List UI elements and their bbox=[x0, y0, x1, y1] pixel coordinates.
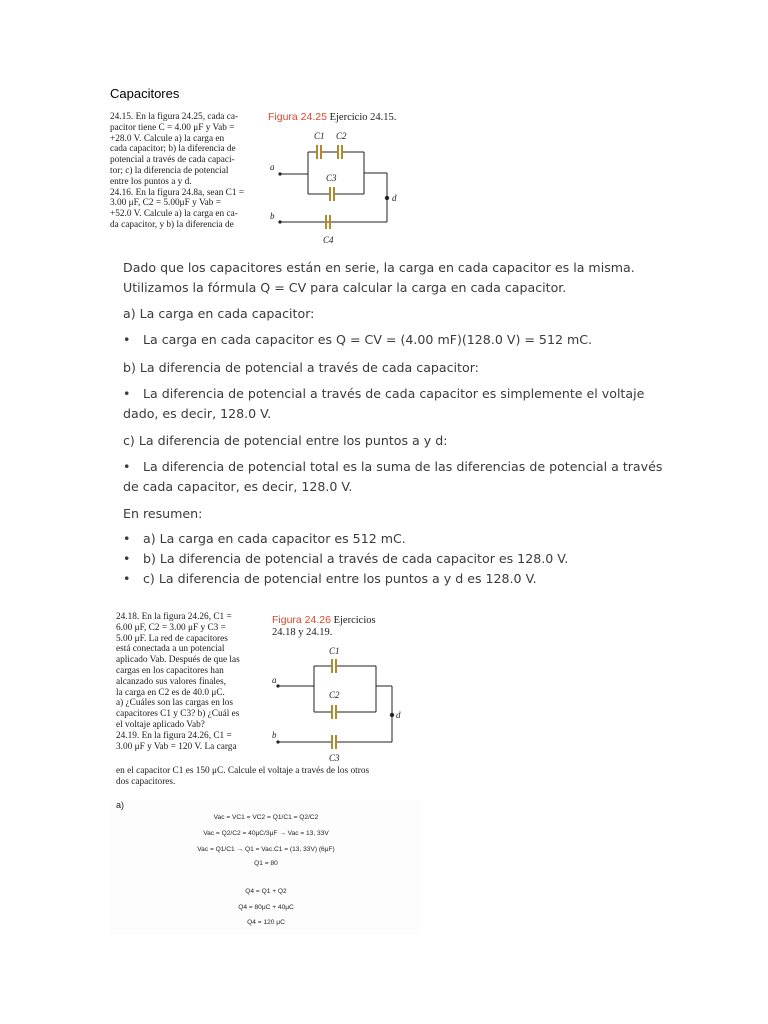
problem-line: alcanzado sus valores finales, bbox=[116, 676, 226, 687]
circuit-figure-24-25 bbox=[262, 126, 412, 250]
intro-line: Dado que los capacitores están en serie, la carga en cada capacitor es la misma. bbox=[123, 260, 635, 275]
figure-caption-text: Ejercicio 24.15. bbox=[329, 112, 397, 123]
circuit-figure-24-26 bbox=[264, 642, 414, 770]
node-a bbox=[276, 684, 279, 687]
problem-line: 3.00 μF y Vab = 120 V. La carga bbox=[116, 741, 237, 752]
label-d: d bbox=[392, 193, 397, 203]
node-b bbox=[276, 740, 279, 743]
figure-caption-text: 24.18 y 24.19. bbox=[272, 627, 333, 638]
figure-number: Figura 24.25 bbox=[268, 111, 327, 123]
node-a bbox=[278, 172, 281, 175]
equation-line: Vac = Q1/C1 → Q1 = Vac.C1 = (13, 33V) (6μF) bbox=[197, 846, 335, 853]
section-b-heading: b) La diferencia de potencial a través de cada capacitor: bbox=[123, 360, 479, 375]
problem-line: 24.15. En la figura 24.25, cada ca- bbox=[110, 112, 239, 122]
bullet-text: La carga en cada capacitor es Q = CV = (4.00 mF)(128.0 V) = 512 mC. bbox=[143, 332, 593, 347]
problem-line: aplicado Vab. Después de que las bbox=[116, 655, 240, 666]
figure-caption-text: Ejercicios bbox=[333, 615, 376, 626]
node-d bbox=[390, 713, 394, 717]
section-c-bullet bbox=[123, 457, 663, 497]
problem-line: está conectada a un potencial bbox=[116, 644, 225, 655]
bullet-text: La diferencia de potencial a través de cada capacitor es simplemente el voltaje bbox=[143, 386, 645, 401]
bullet-dot: • bbox=[123, 332, 131, 347]
summary-item bbox=[123, 569, 663, 589]
problem-line: 3.00 μF, C2 = 5.00μF y Vab = bbox=[110, 198, 221, 209]
label-c1: C1 bbox=[314, 131, 325, 141]
section-a-heading: a) La carga en cada capacitor: bbox=[123, 306, 315, 321]
figure-caption-24-26 bbox=[272, 614, 412, 639]
problem-line: 5.00 μF. La red de capacitores bbox=[116, 633, 228, 644]
explanation-block bbox=[123, 258, 663, 298]
problem-line: dos capacitores. bbox=[116, 776, 176, 787]
problem-line: da capacitor, y b) la diferencia de bbox=[110, 219, 234, 230]
problem-line: tor; c) la diferencia de potencial bbox=[110, 165, 229, 176]
problem-line: entre los puntos a y d. bbox=[110, 176, 192, 187]
section-a-bullet bbox=[123, 330, 663, 350]
problem-line: cargas en los capacitores han bbox=[116, 665, 224, 676]
problem-line: capacitores C1 y C3? b) ¿Cuál es bbox=[116, 709, 240, 720]
label-c3: C3 bbox=[326, 173, 337, 183]
label-c4: C4 bbox=[323, 235, 334, 245]
problem-line: en el capacitor C1 es 150 μC. Calcule el voltaje a través de los otros bbox=[116, 766, 370, 776]
label-c2: C2 bbox=[336, 131, 347, 141]
label-a: a bbox=[272, 675, 277, 685]
node-d bbox=[385, 196, 389, 200]
label-a: a bbox=[270, 162, 275, 172]
bullet-dot: • bbox=[123, 386, 131, 401]
summary-item bbox=[123, 549, 663, 569]
problem-line: 24.19. En la figura 24.26, C1 = bbox=[116, 730, 232, 741]
bullet-dot: • bbox=[123, 571, 131, 586]
problem-line: a) ¿Cuáles son las cargas en los bbox=[116, 698, 234, 709]
summary-item-text: c) La diferencia de potencial entre los puntos a y d es 128.0 V. bbox=[143, 571, 537, 586]
equation-line: Q4 = Q1 + Q2 bbox=[245, 888, 287, 895]
node-b bbox=[278, 220, 281, 223]
problem-line: 24.16. En la figura 24.8a, sean C1 = bbox=[110, 187, 245, 198]
summary-item bbox=[123, 529, 663, 549]
problem-line: 24.18. En la figura 24.26, C1 = bbox=[116, 612, 232, 622]
section-c-heading: c) La diferencia de potencial entre los puntos a y d: bbox=[123, 433, 448, 448]
equation-line: Vac = Q2/C2 = 40μC/3μF → Vac = 13, 33V bbox=[203, 830, 329, 837]
problem-line: potencial a través de cada capaci- bbox=[110, 155, 235, 166]
problem-line: el voltaje aplicado Vab? bbox=[116, 719, 205, 730]
problem-line: la carga en C2 es de 40.0 μC. bbox=[116, 687, 225, 698]
label-b: b bbox=[270, 211, 275, 221]
bullet-dot: • bbox=[123, 531, 131, 546]
label-d: d bbox=[396, 710, 401, 720]
equations-block bbox=[110, 800, 422, 935]
summary-item-text: a) La carga en cada capacitor es 512 mC. bbox=[143, 531, 406, 546]
intro-line: Utilizamos la fórmula Q = CV para calcular la carga en cada capacitor. bbox=[123, 280, 567, 295]
label-b: b bbox=[272, 730, 277, 740]
figure-number: Figura 24.26 bbox=[272, 614, 331, 626]
problem-line: 6.00 μF, C2 = 3.00 μF y C3 = bbox=[116, 622, 226, 633]
problem-line: pacitor tiene C = 4.00 μF y Vab = bbox=[110, 122, 235, 133]
equation-line: Q4 = 80μC + 40μC bbox=[238, 904, 294, 911]
equation-line: Q1 = 80 bbox=[254, 860, 278, 867]
summary-item-text: b) La diferencia de potencial a través de cada capacitor es 128.0 V. bbox=[143, 551, 569, 566]
equation-line: Vac = VC1 = VC2 = Q1/C1 = Q2/C2 bbox=[213, 814, 319, 821]
bullet-text-cont: dado, es decir, 128.0 V. bbox=[123, 406, 272, 421]
bullet-text-cont: de cada capacitor, es decir, 128.0 V. bbox=[123, 479, 353, 494]
summary-heading: En resumen: bbox=[123, 506, 203, 521]
bullet-dot: • bbox=[123, 551, 131, 566]
bullet-dot: • bbox=[123, 459, 131, 474]
problem-text-24-18 bbox=[116, 612, 259, 752]
bullet-text: La diferencia de potencial total es la suma de las diferencias de potencial a través bbox=[143, 459, 663, 474]
label-c2: C2 bbox=[329, 690, 340, 700]
problem-line: +52.0 V. Calcule a) la carga en ca- bbox=[110, 209, 238, 220]
problem-text-24-15 bbox=[110, 112, 258, 231]
problem-line: +28.0 V. Calcule a) la carga en bbox=[110, 133, 225, 144]
problem-line: cada capacitor; b) la diferencia de bbox=[110, 144, 236, 155]
section-b-bullet bbox=[123, 384, 663, 424]
label-c3: C3 bbox=[329, 753, 340, 763]
equation-line: Q4 = 120 μC bbox=[247, 919, 285, 926]
document-title: Capacitores bbox=[110, 86, 180, 101]
label-c1: C1 bbox=[329, 646, 340, 656]
equations-label: a) bbox=[116, 800, 125, 810]
summary-list bbox=[123, 529, 663, 589]
figure-caption-24-25 bbox=[268, 111, 396, 124]
